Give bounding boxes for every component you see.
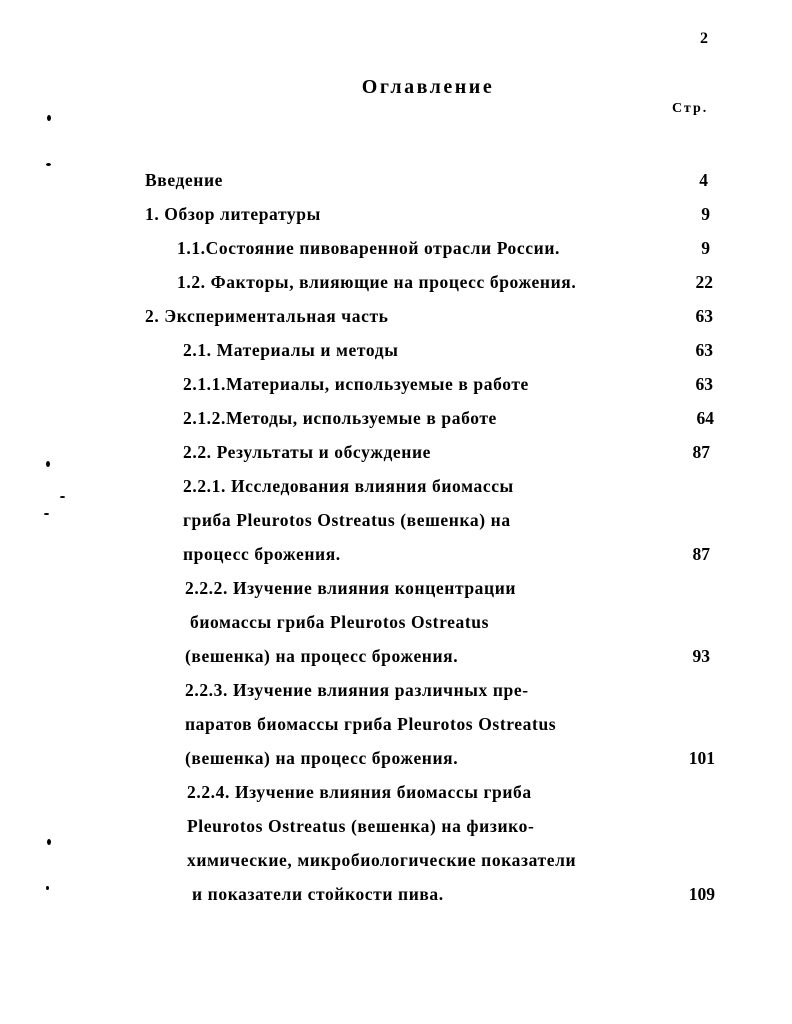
toc-entry-page: 93 [692,646,710,666]
toc-entry-page: 4 [699,170,708,190]
toc-entry-line: (вешенка) на процесс брожения. [185,748,459,768]
toc-entry-line: 2.2.3. Изучение влияния различных пре- [185,680,529,700]
toc-entry-line: процесс брожения. [183,544,341,564]
toc-entry-page: 109 [688,884,715,904]
scan-speck [44,513,49,515]
toc-entry-line: паратов биомассы гриба Pleurotos Ostreatus [185,714,557,734]
toc-entry-page: 64 [696,408,714,428]
toc-entry-line: Pleurotos Ostreatus (вешенка) на физико- [187,816,535,836]
scan-speck [47,839,51,845]
toc-entry-line: химические, микробиологические показатели [187,850,577,870]
toc-entry-line: биомассы гриба Pleurotos Ostreatus [190,612,490,632]
page-number: 2 [700,30,708,47]
toc-entry-text: 2. Экспериментальная часть [145,306,389,326]
toc-entry-text: 1.1.Состояние пивоваренной отрасли России. [177,238,560,258]
toc-entry-page: 9 [701,204,710,224]
toc-entry-text: 2.1.2.Методы, используемые в работе [183,408,497,428]
toc-entry-line: и показатели стойкости пива. [192,884,444,904]
toc-entry-page: 22 [695,272,713,292]
toc-entry-line: 2.2.2. Изучение влияния концентрации [185,578,517,598]
toc-entry-page: 63 [695,306,713,326]
scan-speck [60,496,65,498]
toc-entry-page: 63 [695,374,713,394]
toc-entry-page: 63 [695,340,713,360]
toc-entry-page: 101 [688,748,715,768]
toc-entry-text: 2.1.1.Материалы, используемые в работе [183,374,529,394]
scan-speck [47,115,51,121]
toc-entry-line: (вешенка) на процесс брожения. [185,646,459,666]
scan-speck [46,886,49,890]
toc-entry-text: 2.2. Результаты и обсуждение [183,442,432,462]
toc-entry-text: 1. Обзор литературы [145,204,321,224]
toc-entry-line: 2.2.1. Исследования влияния биомассы [183,476,514,496]
scan-speck [46,461,50,467]
toc-entry-text: Введение [145,170,224,190]
toc-entry-page: 9 [701,238,710,258]
toc-entry-text: 1.2. Факторы, влияющие на процесс брожения. [177,272,577,292]
page-title: Оглавление [361,76,495,98]
toc-entry-text: 2.1. Материалы и методы [183,340,399,360]
toc-entry-page: 87 [692,442,710,462]
toc-entry-page: 87 [692,544,710,564]
page-column-label: Стр. [672,101,709,116]
toc-entry-line: 2.2.4. Изучение влияния биомассы гриба [187,782,532,802]
toc-entry-line: гриба Pleurotos Ostreatus (вешенка) на [183,510,511,530]
scan-speck [46,163,51,166]
